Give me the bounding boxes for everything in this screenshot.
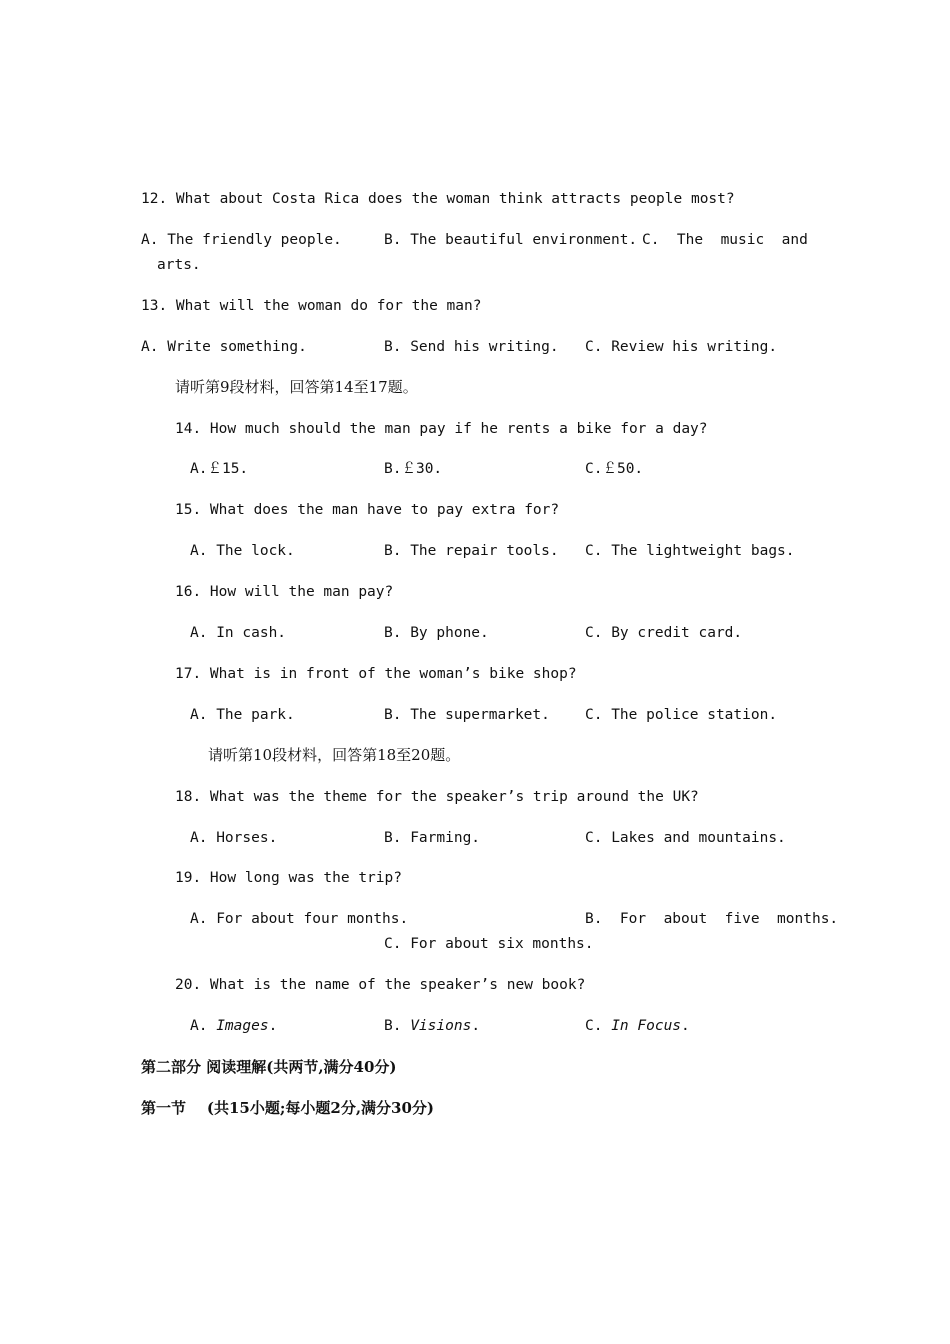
option-20a-period: .	[268, 1018, 278, 1034]
question-18: 18. What was the theme for the speaker’s trip around the UK?	[175, 789, 699, 805]
option-20b-title: Visions	[410, 1018, 472, 1034]
option-12a: A. The friendly people.	[141, 232, 342, 248]
option-16a: A. In cash.	[190, 625, 287, 641]
part-2-heading: 第二部分 阅读理解(共两节,满分40分)	[141, 1058, 397, 1076]
option-15b: B. The repair tools.	[384, 543, 559, 559]
question-16: 16. How will the man pay?	[175, 584, 394, 600]
option-20b	[384, 1016, 480, 1036]
option-13b: B. Send his writing.	[384, 339, 559, 355]
question-14: 14. How much should the man pay if he rents a bike for a day?	[175, 421, 708, 437]
option-15c: C. The lightweight bags.	[585, 543, 795, 559]
option-20a-title: Images	[216, 1018, 269, 1034]
option-14b: B.￡30.	[384, 461, 443, 477]
option-17b: B. The supermarket.	[384, 707, 550, 723]
option-13a: A. Write something.	[141, 339, 307, 355]
option-20a-letter: A.	[190, 1018, 217, 1034]
option-20a	[190, 1016, 277, 1036]
option-17a: A. The park.	[190, 707, 295, 723]
option-19c: C. For about six months.	[384, 936, 594, 952]
question-20: 20. What is the name of the speaker’s new book?	[175, 977, 586, 993]
option-15a: A. The lock.	[190, 543, 295, 559]
question-19: 19. How long was the trip?	[175, 870, 402, 886]
option-19b: B. For about five months.	[585, 911, 839, 927]
question-12: 12. What about Costa Rica does the woman think attracts people most?	[141, 191, 735, 207]
option-20b-letter: B.	[384, 1018, 411, 1034]
option-20c-period: .	[681, 1018, 690, 1034]
option-13c: C. Review his writing.	[585, 339, 778, 355]
option-20c-title: In Focus	[611, 1018, 682, 1034]
question-15: 15. What does the man have to pay extra for?	[175, 502, 560, 518]
option-20c-letter: C.	[585, 1018, 612, 1034]
option-18a: A. Horses.	[190, 830, 278, 846]
option-14a: A.￡15.	[190, 461, 249, 477]
section-1-heading: 第一节 (共15小题;每小题2分,满分30分)	[141, 1099, 435, 1117]
option-18c: C. Lakes and mountains.	[585, 830, 786, 846]
option-20b-period: .	[471, 1018, 481, 1034]
option-16b: B. By phone.	[384, 625, 489, 641]
option-20c	[585, 1016, 690, 1036]
question-13: 13. What will the woman do for the man?	[141, 298, 482, 314]
question-17: 17. What is in front of the woman’s bike shop?	[175, 666, 577, 682]
option-12b: B. The beautiful environment.	[384, 232, 638, 248]
option-16c: C. By credit card.	[585, 625, 743, 641]
option-18b: B. Farming.	[384, 830, 481, 846]
option-12c: C. The music and	[642, 232, 808, 248]
option-12c-continued: arts.	[157, 257, 201, 273]
option-14c: C.￡50.	[585, 461, 644, 477]
option-19a: A. For about four months.	[190, 911, 409, 927]
instruction-section-9: 请听第9段材料，回答第14至17题。	[175, 378, 418, 396]
instruction-section-10: 请听第10段材料，回答第18至20题。	[208, 746, 461, 764]
option-17c: C. The police station.	[585, 707, 778, 723]
